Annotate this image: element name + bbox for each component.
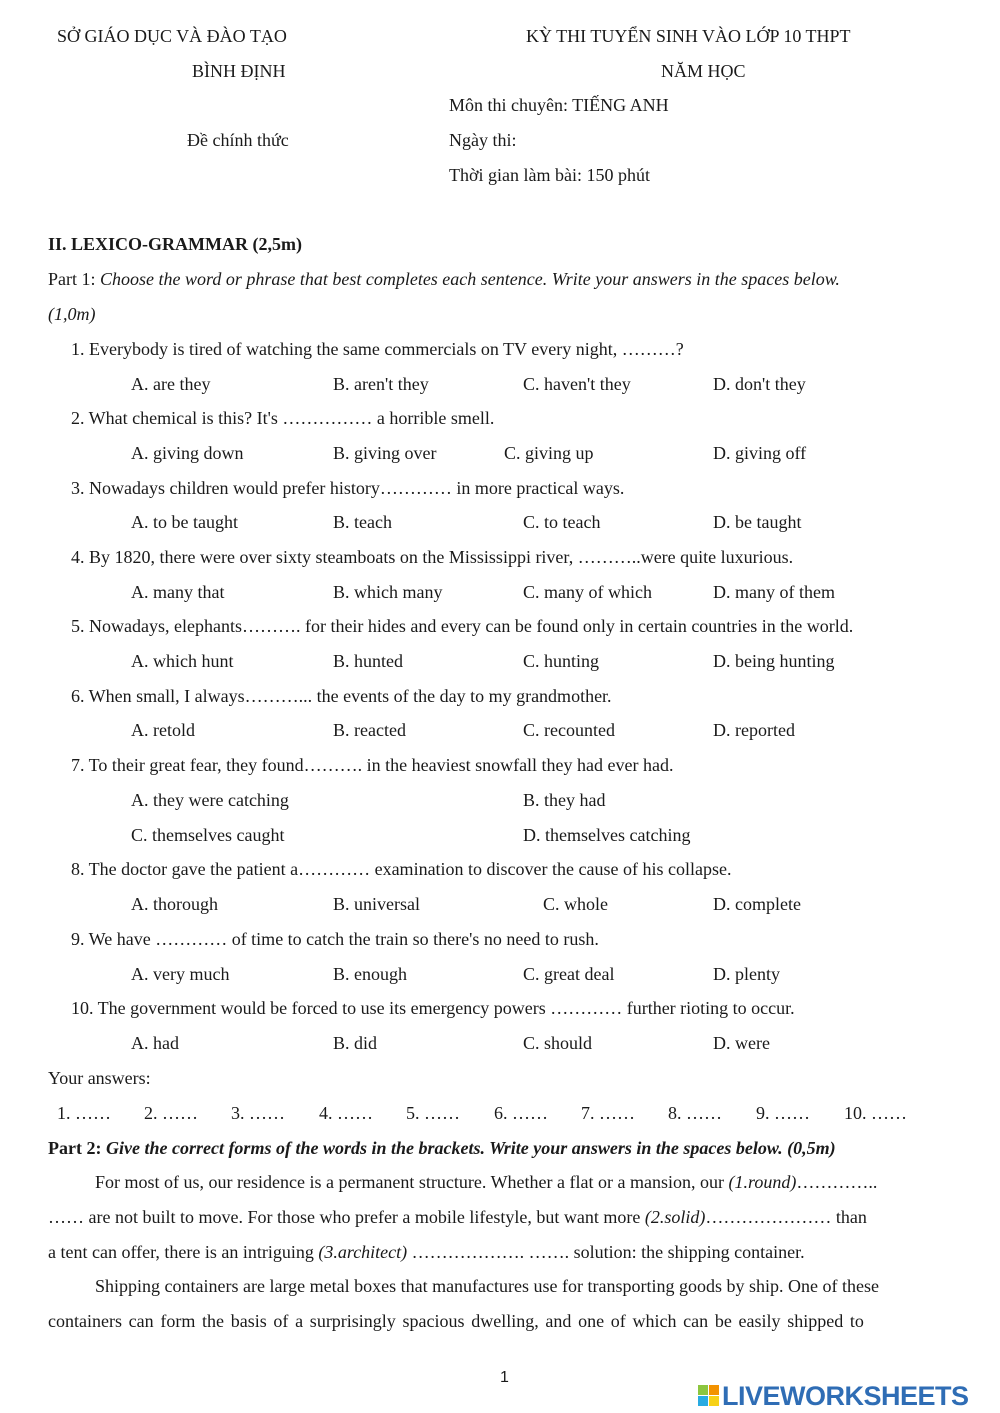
section-title: II. LEXICO-GRAMMAR (2,5m) [48, 234, 302, 254]
q6-option-c: C. recounted [523, 720, 615, 740]
q10-option-c: C. should [523, 1033, 593, 1053]
passage-text: For most of us, our residence is a permanent structure. Whether a flat or a mansion, our [95, 1172, 729, 1192]
question-10: 10. The government would be forced to use its emergency powers ………… further rioting to occur. [71, 998, 795, 1018]
q3-option-c: C. to teach [523, 512, 601, 532]
header-official-label: Đề chính thức [187, 130, 289, 150]
answer-slot-3[interactable]: 3. …… [231, 1103, 285, 1123]
answer-slot-2[interactable]: 2. …… [144, 1103, 198, 1123]
q8-option-d: D. complete [713, 894, 801, 914]
question-3: 3. Nowadays children would prefer history………… in more practical ways. [71, 478, 625, 498]
header-duration: Thời gian làm bài: 150 phút [449, 165, 650, 185]
passage-line-2 [48, 1208, 867, 1226]
passage-paragraph2-line-2: containers can form the basis of a surprisingly spacious dwelling, and one of which can be easily shipped to [48, 1311, 864, 1331]
answer-slot-6[interactable]: 6. …… [494, 1103, 548, 1123]
answer-slot-9[interactable]: 9. …… [756, 1103, 810, 1123]
q1-option-b: B. aren't they [333, 374, 429, 394]
q5-option-c: C. hunting [523, 651, 600, 671]
header-province: BÌNH ĐỊNH [192, 61, 286, 81]
q1-option-c: C. haven't they [523, 374, 631, 394]
word-cue-3: (3.architect) [318, 1242, 408, 1262]
question-8: 8. The doctor gave the patient a………… examination to discover the cause of his collapse. [71, 859, 732, 879]
answers-label: Your answers: [48, 1068, 151, 1088]
q7-option-c: C. themselves caught [131, 825, 285, 845]
q7-option-d: D. themselves catching [523, 825, 691, 845]
passage-paragraph2-line-1: Shipping containers are large metal boxes that manufactures use for transporting goods by ship. One of these [95, 1276, 879, 1296]
q5-option-a: A. which hunt [131, 651, 234, 671]
answer-slot-8[interactable]: 8. …… [668, 1103, 722, 1123]
liveworksheets-logo [698, 1381, 969, 1411]
part1-label: Part 1: [48, 269, 96, 289]
part2-instruction [48, 1139, 836, 1157]
q8-option-c: C. whole [543, 894, 608, 914]
question-7: 7. To their great fear, they found………. in the heaviest snowfall they had ever had. [71, 755, 674, 775]
q6-option-b: B. reacted [333, 720, 406, 740]
answer-slot-4[interactable]: 4. …… [319, 1103, 373, 1123]
q6-option-a: A. retold [131, 720, 195, 740]
q3-option-a: A. to be taught [131, 512, 238, 532]
q2-option-a: A. giving down [131, 443, 244, 463]
answer-slot-1[interactable]: 1. …… [57, 1103, 111, 1123]
q4-option-d: D. many of them [713, 582, 835, 602]
q3-option-b: B. teach [333, 512, 392, 532]
q8-option-a: A. thorough [131, 894, 218, 914]
question-2: 2. What chemical is this? It's …………… a horrible smell. [71, 408, 495, 428]
q9-option-c: C. great deal [523, 964, 615, 984]
q1-option-d: D. don't they [713, 374, 806, 394]
q9-option-a: A. very much [131, 964, 230, 984]
question-4: 4. By 1820, there were over sixty steamboats on the Mississippi river, ………..were quite luxurious. [71, 547, 794, 567]
header-exam-title: KỲ THI TUYỂN SINH VÀO LỚP 10 THPT [526, 26, 851, 46]
watermark-text: LIVEWORKSHEETS [722, 1380, 969, 1411]
blank-2[interactable]: ………………… than [705, 1207, 867, 1227]
part2-label: Part 2: [48, 1138, 102, 1158]
q3-option-d: D. be taught [713, 512, 802, 532]
page-number: 1 [500, 1369, 509, 1386]
blank-3[interactable]: ………………. ……. solution: the shipping container. [407, 1242, 805, 1262]
liveworksheets-logo-icon [698, 1385, 720, 1407]
header-exam-date: Ngày thi: [449, 130, 517, 150]
part2-instruction-text: Give the correct forms of the words in the brackets. Write your answers in the spaces below. (0,5m) [101, 1138, 836, 1158]
question-9: 9. We have ………… of time to catch the train so there's no need to rush. [71, 929, 599, 949]
question-6: 6. When small, I always………... the events of the day to my grandmother. [71, 686, 612, 706]
passage-text: a tent can offer, there is an intriguing [48, 1242, 319, 1262]
header-school-year: NĂM HỌC [661, 61, 746, 81]
answer-slot-10[interactable]: 10. …… [844, 1103, 907, 1123]
question-1: 1. Everybody is tired of watching the same commercials on TV every night, ………? [71, 339, 684, 359]
word-cue-2: (2.solid) [644, 1207, 706, 1227]
q9-option-d: D. plenty [713, 964, 780, 984]
q10-option-b: B. did [333, 1033, 378, 1053]
q10-option-d: D. were [713, 1033, 770, 1053]
answer-slot-5[interactable]: 5. …… [406, 1103, 460, 1123]
part1-instruction-text: Choose the word or phrase that best completes each sentence. Write your answers in the spaces below. [95, 269, 840, 289]
q2-option-c: C. giving up [504, 443, 594, 463]
blank-1[interactable]: ………….. [796, 1172, 878, 1192]
q4-option-c: C. many of which [523, 582, 652, 602]
q5-option-b: B. hunted [333, 651, 403, 671]
q4-option-b: B. which many [333, 582, 443, 602]
header-subject: Môn thi chuyên: TIẾNG ANH [449, 95, 669, 115]
q4-option-a: A. many that [131, 582, 225, 602]
part1-points: (1,0m) [48, 304, 96, 324]
word-cue-1: (1.round) [728, 1172, 797, 1192]
passage-line-3 [48, 1243, 805, 1261]
q7-option-a: A. they were catching [131, 790, 289, 810]
q5-option-d: D. being hunting [713, 651, 835, 671]
q9-option-b: B. enough [333, 964, 407, 984]
q2-option-b: B. giving over [333, 443, 437, 463]
q6-option-d: D. reported [713, 720, 795, 740]
part1-instruction [48, 270, 840, 288]
q7-option-b: B. they had [523, 790, 606, 810]
answer-slot-7[interactable]: 7. …… [581, 1103, 635, 1123]
question-5: 5. Nowadays, elephants………. for their hides and every can be found only in certain countries in the world. [71, 616, 854, 636]
header-department: SỞ GIÁO DỤC VÀ ĐÀO TẠO [57, 26, 287, 46]
q1-option-a: A. are they [131, 374, 211, 394]
passage-text: …… are not built to move. For those who prefer a mobile lifestyle, but want more [48, 1207, 645, 1227]
q8-option-b: B. universal [333, 894, 420, 914]
q2-option-d: D. giving off [713, 443, 807, 463]
passage-line-1 [95, 1173, 877, 1191]
q10-option-a: A. had [131, 1033, 179, 1053]
